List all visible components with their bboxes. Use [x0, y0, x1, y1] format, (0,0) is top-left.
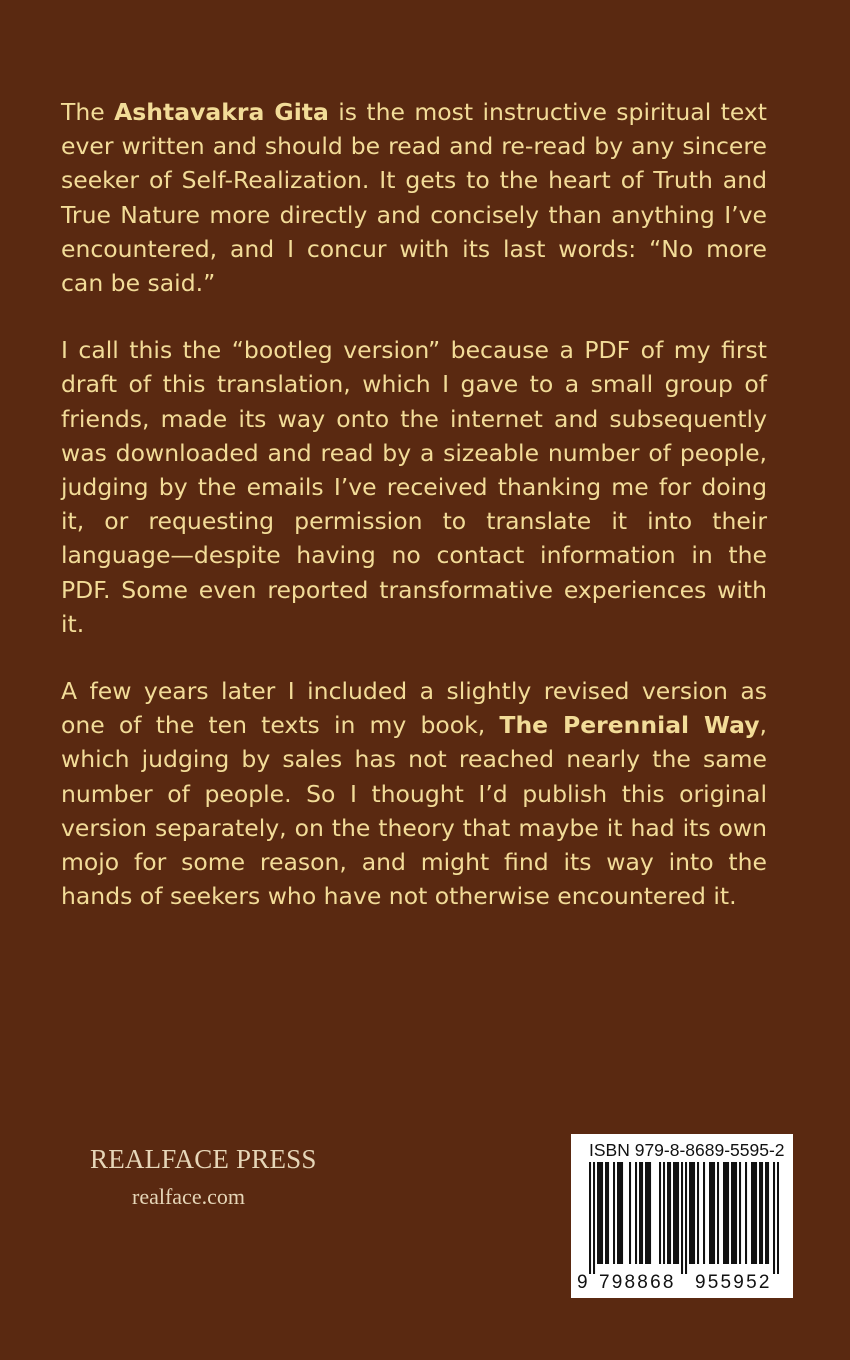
publisher-name: REALFACE PRESS	[90, 1144, 317, 1174]
barcode-bar	[765, 1162, 767, 1264]
blurb	[61, 95, 767, 946]
barcode-bar	[675, 1162, 677, 1264]
barcode-bar	[759, 1162, 761, 1264]
barcode-bar	[635, 1162, 637, 1264]
barcode-bar	[605, 1162, 607, 1264]
related-book-title-emphasis: The Perennial Way	[499, 711, 760, 740]
barcode-bar	[667, 1162, 669, 1264]
barcode-bar	[713, 1162, 715, 1264]
barcode-bar	[593, 1162, 595, 1274]
blurb-paragraph-2: I call this the “bootleg version” because a PDF of my first draft of this translation, which I gave to a small group of friends, made its way onto the internet and subsequently was downloaded and read by a sizeable number of people, judging by the emails I’ve received thanking me for doing it, or requesting permission to translate it into their language—despite having no contact information in the PDF. Some even reported transformative experiences with it.	[61, 336, 767, 638]
isbn-digits-right: 955952	[695, 1272, 772, 1293]
barcode-bar	[717, 1162, 719, 1264]
barcode-bar	[649, 1162, 651, 1264]
barcode-bar	[641, 1162, 643, 1264]
barcode-bar	[691, 1162, 693, 1264]
barcode-bar	[589, 1162, 591, 1274]
barcode-bar	[697, 1162, 699, 1264]
barcode-bar	[599, 1162, 601, 1264]
barcode-bar	[739, 1162, 741, 1264]
barcode-bar	[645, 1162, 647, 1264]
barcode-bar	[753, 1162, 755, 1264]
isbn-label: ISBN 979-8-8689-5595-2	[589, 1140, 785, 1160]
publisher-website: realface.com	[132, 1184, 245, 1209]
blurb-paragraph-1	[61, 95, 767, 300]
barcode-bar	[725, 1162, 727, 1264]
blurb-paragraph-3	[61, 674, 767, 913]
barcode-bar	[629, 1162, 631, 1264]
barcode-bar	[607, 1162, 609, 1264]
blurb-p3-text-start: A few years later I included a slightly revised version as one of the ten texts in my book,	[61, 677, 767, 740]
barcode-bar	[745, 1162, 747, 1264]
barcode-bar	[693, 1162, 695, 1264]
barcode-bar	[723, 1162, 725, 1264]
barcode-bar	[601, 1162, 603, 1264]
barcode-bar	[617, 1162, 619, 1264]
isbn-barcode-box	[571, 1134, 793, 1298]
barcode-bar	[767, 1162, 769, 1264]
barcode-bar	[773, 1162, 775, 1274]
barcode-bar	[755, 1162, 757, 1264]
barcode-bar	[703, 1162, 705, 1264]
book-title-emphasis: Ashtavakra Gita	[114, 98, 329, 126]
barcode-bar	[663, 1162, 665, 1264]
barcode-bar	[751, 1162, 753, 1264]
barcode-bar	[659, 1162, 661, 1264]
barcode-bar	[639, 1162, 641, 1264]
barcode-bar	[709, 1162, 711, 1264]
barcode-bar	[677, 1162, 679, 1264]
barcode-bar	[689, 1162, 691, 1264]
barcode-bar	[613, 1162, 615, 1264]
barcode-bar	[673, 1162, 675, 1264]
blurb-p1-text-start: The	[61, 98, 115, 126]
barcode-bar	[597, 1162, 599, 1264]
barcode-bar	[777, 1162, 779, 1274]
barcode-bar	[731, 1162, 733, 1264]
barcode-bar	[681, 1162, 683, 1274]
barcode-bar	[761, 1162, 763, 1264]
blurb-p3-text-rest: , which judging by sales has not reached nearly the same number of people. So I thought I’d publish this original version separately, on the theory that maybe it had its own mojo for some reason, and might find its way into the hands of seekers who have not otherwise encountered it.	[61, 711, 768, 911]
barcode-bar	[647, 1162, 649, 1264]
barcode-bars	[589, 1162, 779, 1274]
barcode-bar	[735, 1162, 737, 1264]
isbn-digits-left: 798868	[599, 1272, 676, 1293]
isbn-digit-first: 9	[577, 1272, 588, 1293]
barcode-bar	[669, 1162, 671, 1264]
barcode-bar	[711, 1162, 713, 1264]
blurb-p1-text-rest: is the most instructive spiritual text ever written and should be read and re-read by any sincere seeker of Self-Realization. It gets to the heart of Truth and True Nature more directly and concisely than anything I’ve encountered, and I concur with its last words: “No more can be said.”	[61, 98, 767, 298]
barcode-bar	[619, 1162, 621, 1264]
barcode-bar	[727, 1162, 729, 1264]
barcode-bar	[685, 1162, 687, 1274]
barcode-bar	[733, 1162, 735, 1264]
barcode-bar	[621, 1162, 623, 1264]
